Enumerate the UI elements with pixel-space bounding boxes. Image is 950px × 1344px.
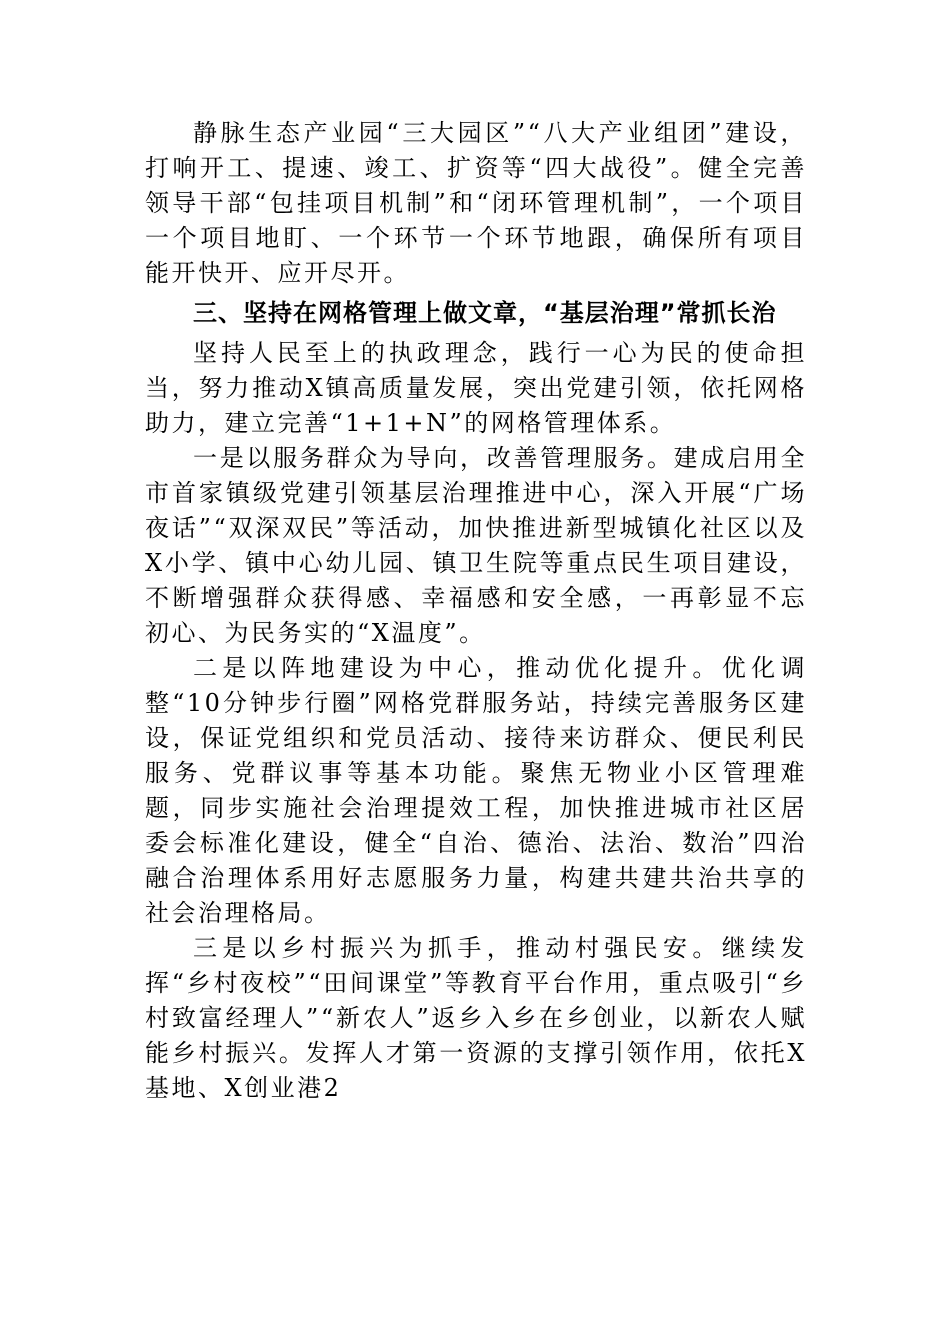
paragraph-position-building: 二是以阵地建设为中心，推动优化提升。优化调整“10分钟步行圈”网格党群服务站，持续完善服务区建设，保证党组织和党员活动、接待来访群众、便民利民服务、党群议事等基本功能。聚焦无物业小区管理难题，同步实施社会治理提效工程，加快推进城市社区居委会标准化建设，健全“自治、德治、法治、数治”四治融合治理体系用好志愿服务力量，构建共建共治共享的社会治理格局。 bbox=[145, 654, 807, 927]
document-body bbox=[145, 116, 807, 1106]
section-heading-grid-management: 三、坚持在网格管理上做文章，“基层治理”常抓长治 bbox=[193, 299, 777, 327]
paragraph-rural-revitalization: 三是以乡村振兴为抓手，推动村强民安。继续发挥“乡村夜校”“田间课堂”等教育平台作用，重点吸引“乡村致富经理人”“新农人”返乡入乡在乡创业，以新农人赋能乡村振兴。发挥人才第一资源的支撑引领作用，依托X基地、X创业港2 bbox=[145, 934, 807, 1102]
paragraph-serve-masses: 一是以服务群众为导向，改善管理服务。建成启用全市首家镇级党建引领基层治理推进中心，深入开展“广场夜话”“双深双民”等活动，加快推进新型城镇化社区以及X小学、镇中心幼儿园、镇卫生院等重点民生项目建设，不断增强群众获得感、幸福感和安全感，一再彰显不忘初心、为民务实的“X温度”。 bbox=[145, 444, 807, 647]
paragraph-industrial-park: 静脉生态产业园“三大园区”“八大产业组团”建设，打响开工、提速、竣工、扩资等“四大战役”。健全完善领导干部“包挂项目机制”和“闭环管理机制”，一个项目一个项目地盯、一个环节一个环节地跟，确保所有项目能开快开、应开尽开。 bbox=[145, 119, 807, 287]
paragraph-people-first: 坚持人民至上的执政理念，践行一心为民的使命担当，努力推动X镇高质量发展，突出党建引领，依托网格助力，建立完善“1+1+N”的网格管理体系。 bbox=[145, 339, 807, 437]
section-heading-wrapper bbox=[145, 291, 807, 336]
